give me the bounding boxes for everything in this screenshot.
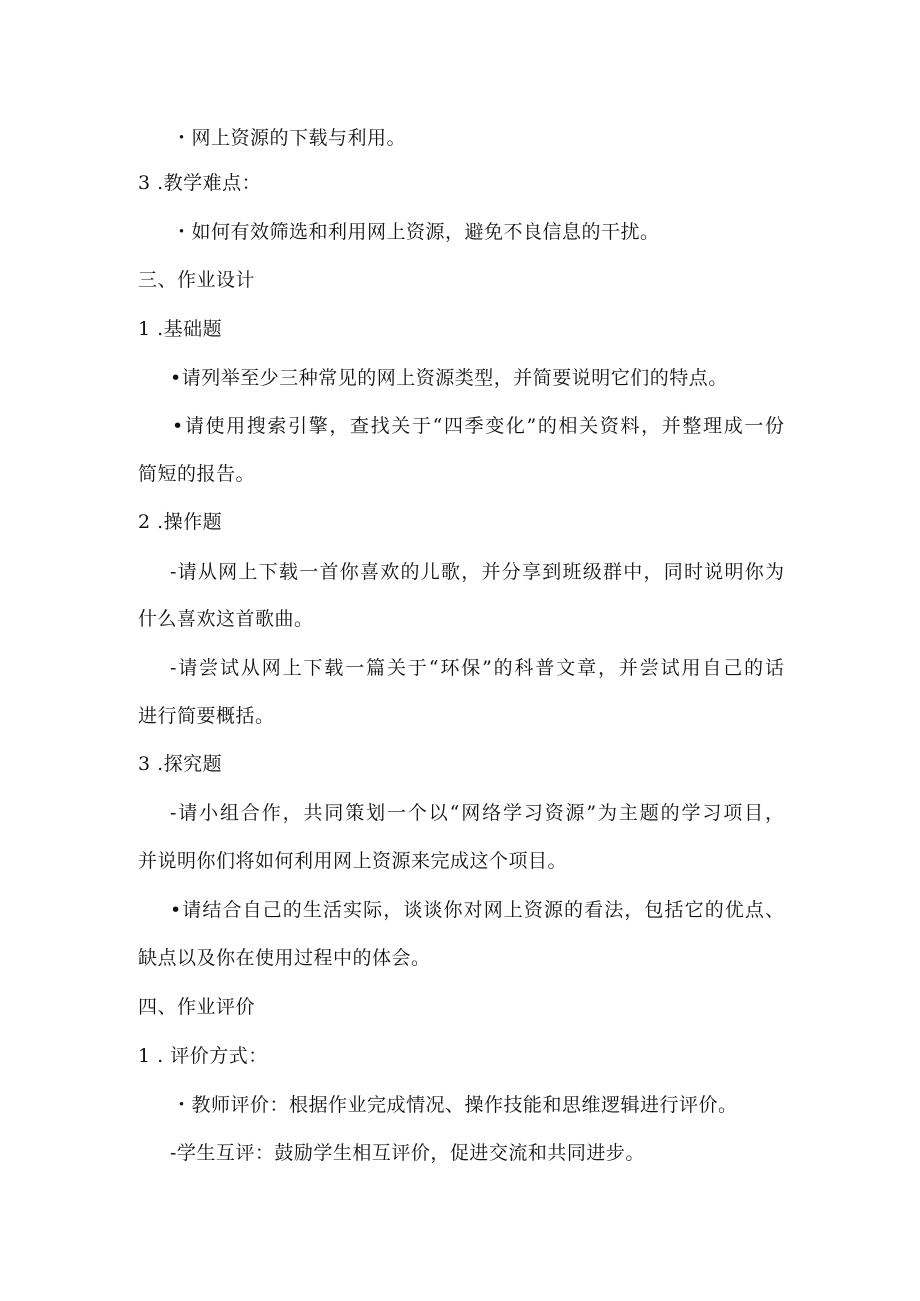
bullet-filter-resources: ・如何有效筛选和利用网上资源，避免不良信息的干扰。 <box>172 221 660 243</box>
practical-question-1-line1: -请从网上下载一首你喜欢的儿歌，并分享到班级群中，同时说明你为 <box>170 561 784 583</box>
inquiry-question-1-line2: 并说明你们将如何利用网上资源来完成这个项目。 <box>138 850 568 872</box>
bullet-teacher-evaluation: ・教师评价：根据作业完成情况、操作技能和思维逻辑进行评价。 <box>172 1094 738 1116</box>
practical-question-2-line1: -请尝试从网上下载一篇关于“环保”的科普文章，并尝试用自己的话 <box>170 657 784 679</box>
heading-inquiry-questions: 3 .探究题 <box>138 753 223 775</box>
heading-evaluation-method: 1 . 评价方式： <box>138 1045 268 1067</box>
bullet-download-use: ・网上资源的下载与利用。 <box>172 127 407 149</box>
practical-question-1-line2: 什么喜欢这首歌曲。 <box>138 608 314 630</box>
section-homework-evaluation: 四、作业评价 <box>138 996 256 1018</box>
basic-question-2-line2: 简短的报告。 <box>138 463 256 485</box>
heading-basic-questions: 1 .基础题 <box>138 318 223 340</box>
basic-question-2-line1: •请使用搜索引擎，查找关于“四季变化”的相关资料，并整理成一份 <box>172 415 784 437</box>
basic-question-1: •请列举至少三种常见的网上资源类型，并简要说明它们的特点。 <box>170 367 728 389</box>
inquiry-question-1-line1: -请小组合作，共同策划一个以“网络学习资源”为主题的学习项目， <box>170 802 784 824</box>
inquiry-question-2-line2: 缺点以及你在使用过程中的体会。 <box>138 947 431 969</box>
practical-question-2-line2: 进行简要概括。 <box>138 705 275 727</box>
heading-practical-questions: 2 .操作题 <box>138 511 223 533</box>
section-homework-design: 三、作业设计 <box>138 269 256 291</box>
heading-teaching-difficulty: 3 .教学难点： <box>138 172 262 194</box>
inquiry-question-2-line1: •请结合自己的生活实际，谈谈你对网上资源的看法，包括它的优点、 <box>170 899 784 921</box>
bullet-peer-evaluation: -学生互评：鼓励学生相互评价，促进交流和共同进步。 <box>170 1142 645 1164</box>
